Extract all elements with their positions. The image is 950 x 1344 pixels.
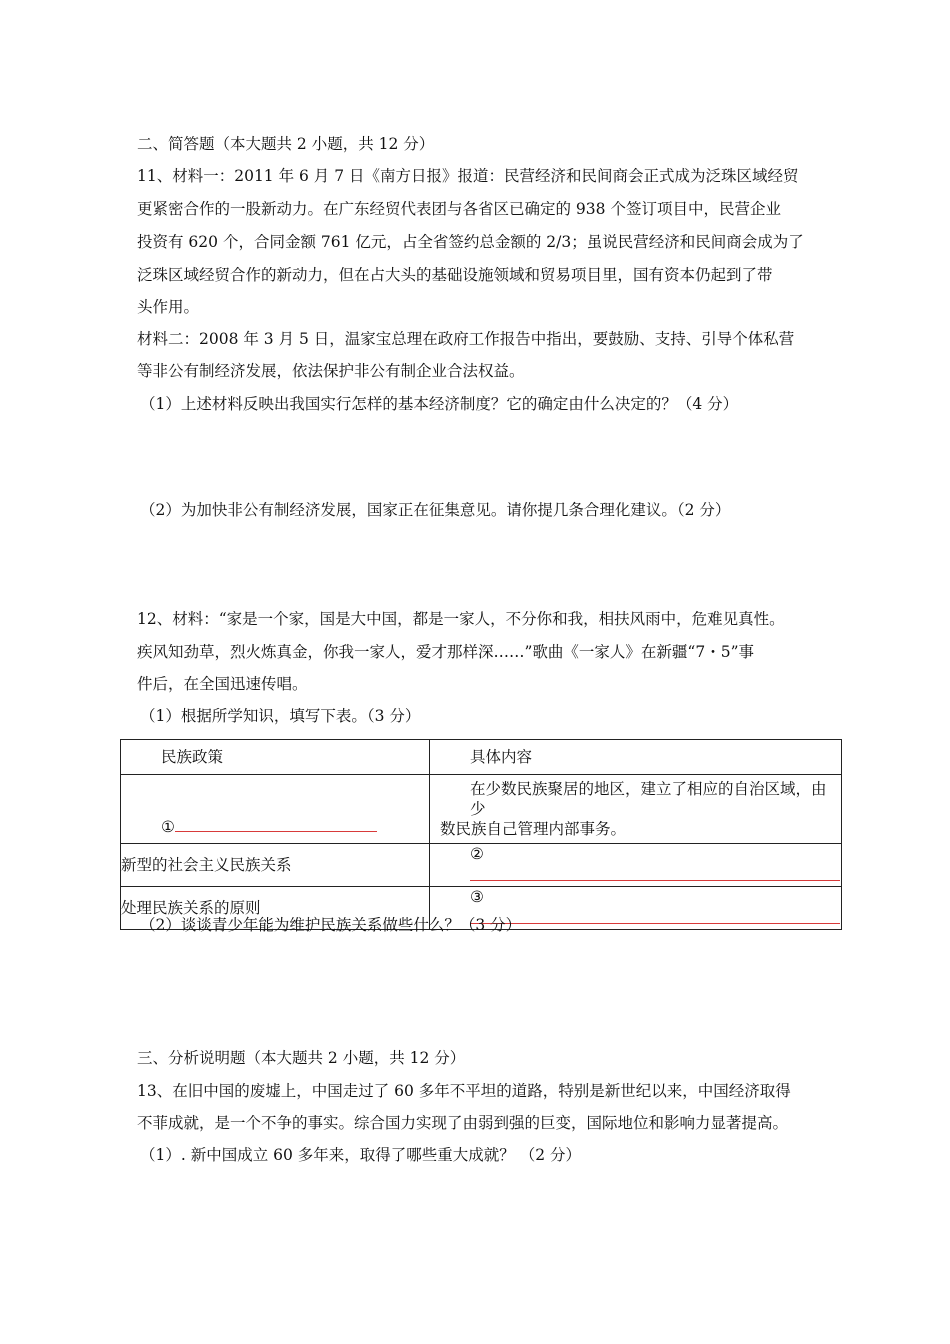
ethnic-policy-table [120,739,842,930]
row1-content-line: 在少数民族聚居的地区，建立了相应的自治区域，由少 [470,780,827,818]
row1-content-line: 数民族自己管理内部事务。 [440,820,627,838]
q11-sub1: （1）上述材料反映出我国实行怎样的基本经济制度？它的确定由什么决定的？（4 分） [140,395,739,413]
blank-marker-3: ③ [470,888,484,906]
row1-content-cell [430,775,842,844]
table-header-row [121,740,842,775]
q12-line: 疾风知劲草，烈火炼真金，你我一家人，爱才那样深……”歌曲《一家人》在新疆“7・5”事 [137,643,754,661]
section-2-heading: 二、简答题（本大题共 2 小题，共 12 分） [137,135,435,153]
q12-sub1: （1）根据所学知识，填写下表。（3 分） [140,707,421,725]
answer-blank-3[interactable] [470,907,840,924]
q11-line: 投资有 620 个，合同金额 761 亿元，占全省签约总金额的 2/3；虽说民营经济和民间商会成为了 [137,233,804,251]
q11-line: 头作用。 [137,298,200,316]
q13-sub1: （1）. 新中国成立 60 多年来，取得了哪些重大成就？ （2 分） [140,1146,582,1164]
blank-marker-1: ① [161,818,175,836]
q13-line: 13、在旧中国的废墟上，中国走过了 60 多年不平坦的道路，特别是新世纪以来，中国经济取得 [137,1082,791,1100]
q13-line: 不菲成就，是一个不争的事实。综合国力实现了由弱到强的巨变，国际地位和影响力显著提高。 [137,1114,789,1132]
q12-sub2: （2）谈谈青少年能为维护民族关系做些什么？（3 分） [140,916,522,934]
answer-blank-2[interactable] [470,864,840,881]
q11-line: 等非公有制经济发展，依法保护非公有制企业合法权益。 [137,362,525,380]
table-row [121,775,842,844]
q11-line: 泛珠区域经贸合作的新动力，但在占大头的基础设施领域和贸易项目里，国有资本仍起到了带 [137,266,773,284]
q11-line: 材料二：2008 年 3 月 5 日，温家宝总理在政府工作报告中指出，要鼓励、支持、引导个体私营 [137,330,795,348]
section-3-heading: 三、分析说明题（本大题共 2 小题，共 12 分） [137,1049,466,1067]
blank-marker-2: ② [470,845,484,863]
q11-line: 更紧密合作的一股新动力。在广东经贸代表团与各省区已确定的 938 个签订项目中，民营企业 [137,200,781,218]
table-row [121,844,842,887]
row2-content-cell [430,844,842,887]
q11-sub2: （2）为加快非公有制经济发展，国家正在征集意见。请你提几条合理化建议。（2 分） [140,501,731,519]
header-policy: 民族政策 [121,740,430,775]
q11-line: 11、材料一：2011 年 6 月 7 日《南方日报》报道：民营经济和民间商会正式成为泛珠区域经贸 [137,167,799,185]
answer-blank-1[interactable] [175,815,377,832]
q12-line: 件后，在全国迅速传唱。 [137,675,308,693]
header-content: 具体内容 [430,740,842,775]
row2-policy-cell: 新型的社会主义民族关系 [121,844,430,887]
row1-policy-cell [121,775,430,844]
row3-policy-cell: 处理民族关系的原则 [121,887,430,930]
q12-line: 12、材料：“家是一个家，国是大中国，都是一家人，不分你和我，相扶风雨中，危难见真性。 [137,610,785,628]
